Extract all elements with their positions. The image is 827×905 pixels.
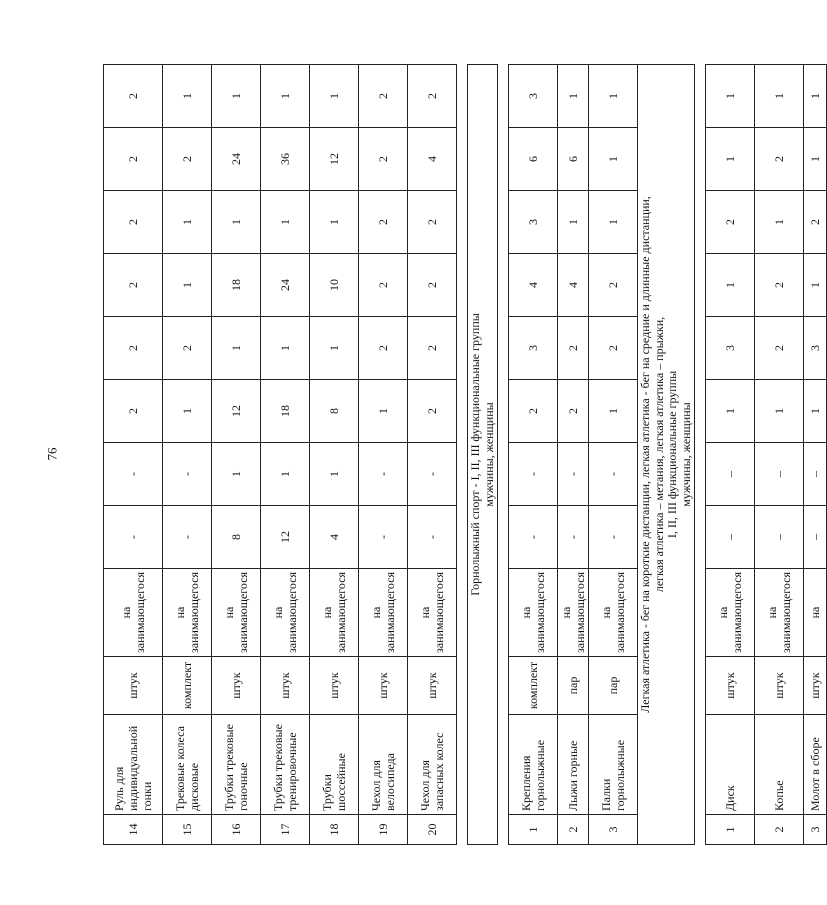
- quantity-cell: 2: [359, 190, 408, 253]
- equipment-table: [103, 64, 827, 845]
- quantity-cell: 1: [212, 316, 261, 379]
- unit-cell: штук: [706, 657, 755, 715]
- quantity-cell: 2: [359, 316, 408, 379]
- item-name-cell: Трубки шоссейные: [310, 715, 359, 815]
- quantity-cell: 1: [755, 190, 804, 253]
- quantity-cell: 12: [212, 379, 261, 442]
- per-whom-cell: на занимающегося: [558, 568, 589, 656]
- unit-cell: штук: [212, 657, 261, 715]
- quantity-cell: 2: [408, 253, 457, 316]
- quantity-cell: 1: [163, 64, 212, 127]
- quantity-cell: 24: [212, 127, 261, 190]
- quantity-cell: 1: [589, 190, 638, 253]
- row-number-cell: 3: [804, 815, 827, 845]
- table-row: [804, 64, 827, 844]
- quantity-cell: 6: [509, 127, 558, 190]
- unit-cell: штук: [104, 657, 163, 715]
- quantity-cell: 8: [212, 505, 261, 568]
- quantity-cell: 2: [104, 127, 163, 190]
- item-name-cell: Копье: [755, 715, 804, 815]
- quantity-cell: -: [509, 442, 558, 505]
- quantity-cell: 1: [310, 190, 359, 253]
- quantity-cell: 1: [558, 190, 589, 253]
- quantity-cell: -: [589, 505, 638, 568]
- quantity-cell: 1: [706, 379, 755, 442]
- quantity-cell: 1: [589, 127, 638, 190]
- quantity-cell: 1: [163, 253, 212, 316]
- section-header-skiing: [457, 64, 509, 844]
- row-number-cell: 15: [163, 815, 212, 845]
- quantity-cell: 3: [509, 190, 558, 253]
- item-name-cell: Палки горнолыжные: [589, 715, 638, 815]
- table-row: [755, 64, 804, 844]
- page-number: 76: [44, 447, 60, 461]
- unit-cell: комплект: [163, 657, 212, 715]
- per-whom-cell: на занимающегося: [212, 568, 261, 656]
- rotated-table-container: [103, 55, 822, 845]
- per-whom-cell: на занимающегося: [104, 568, 163, 656]
- quantity-cell: -: [408, 442, 457, 505]
- quantity-cell: 1: [804, 127, 827, 190]
- quantity-cell: -: [408, 505, 457, 568]
- table-row: [212, 64, 261, 844]
- quantity-cell: 2: [589, 316, 638, 379]
- unit-cell: комплект: [509, 657, 558, 715]
- row-number-cell: 16: [212, 815, 261, 845]
- quantity-cell: 6: [558, 127, 589, 190]
- quantity-cell: –: [706, 442, 755, 505]
- unit-cell: пар: [589, 657, 638, 715]
- row-number-cell: 2: [755, 815, 804, 845]
- quantity-cell: 1: [163, 190, 212, 253]
- quantity-cell: –: [755, 442, 804, 505]
- per-whom-cell: на занимающегося: [589, 568, 638, 656]
- separator: [498, 64, 509, 844]
- quantity-cell: -: [163, 505, 212, 568]
- quantity-cell: 2: [104, 190, 163, 253]
- quantity-cell: -: [558, 442, 589, 505]
- quantity-cell: 2: [558, 379, 589, 442]
- quantity-cell: -: [104, 442, 163, 505]
- per-whom-cell: на занимающегося: [359, 568, 408, 656]
- table-row: [359, 64, 408, 844]
- quantity-cell: 1: [261, 190, 310, 253]
- section-header-athletics: [638, 64, 706, 844]
- quantity-cell: 1: [212, 190, 261, 253]
- unit-cell: штук: [261, 657, 310, 715]
- quantity-cell: 4: [558, 253, 589, 316]
- quantity-cell: 1: [706, 253, 755, 316]
- quantity-cell: 2: [589, 253, 638, 316]
- quantity-cell: 1: [755, 379, 804, 442]
- quantity-cell: 4: [509, 253, 558, 316]
- quantity-cell: -: [104, 505, 163, 568]
- table-row: [104, 64, 163, 844]
- item-name-cell: Крепления горнолыжные: [509, 715, 558, 815]
- quantity-cell: 4: [310, 505, 359, 568]
- per-whom-cell: на занимающегося: [163, 568, 212, 656]
- quantity-cell: 24: [261, 253, 310, 316]
- table-body-cycling: [104, 64, 457, 844]
- quantity-cell: 2: [359, 64, 408, 127]
- row-number-cell: 1: [706, 815, 755, 845]
- quantity-cell: 2: [706, 190, 755, 253]
- quantity-cell: -: [163, 442, 212, 505]
- table-row: [706, 64, 755, 844]
- table-row: [310, 64, 359, 844]
- quantity-cell: 1: [212, 64, 261, 127]
- row-number-cell: 14: [104, 815, 163, 845]
- unit-cell: штук: [755, 657, 804, 715]
- quantity-cell: 1: [804, 253, 827, 316]
- item-name-cell: Чехол для запасных колес: [408, 715, 457, 815]
- quantity-cell: 1: [558, 64, 589, 127]
- quantity-cell: –: [755, 505, 804, 568]
- quantity-cell: 2: [558, 316, 589, 379]
- quantity-cell: 36: [261, 127, 310, 190]
- item-name-cell: Руль для индивидуальной гонки: [104, 715, 163, 815]
- quantity-cell: 2: [755, 316, 804, 379]
- quantity-cell: 2: [104, 253, 163, 316]
- unit-cell: пар: [558, 657, 589, 715]
- quantity-cell: 1: [706, 127, 755, 190]
- table-body-athletics: [706, 64, 827, 844]
- row-number-cell: 1: [509, 815, 558, 845]
- item-name-cell: Трубки трековые тренировочные: [261, 715, 310, 815]
- row-number-cell: 19: [359, 815, 408, 845]
- item-name-cell: Трековые колеса дисковые: [163, 715, 212, 815]
- row-number-cell: 17: [261, 815, 310, 845]
- quantity-cell: 1: [212, 442, 261, 505]
- table-row: [589, 64, 638, 844]
- table-row: [408, 64, 457, 844]
- row-number-cell: 20: [408, 815, 457, 845]
- quantity-cell: 2: [408, 64, 457, 127]
- quantity-cell: 2: [408, 190, 457, 253]
- per-whom-cell: на занимающегося: [509, 568, 558, 656]
- quantity-cell: 18: [212, 253, 261, 316]
- section-title: Горнолыжный спорт - I, II, III функциональные группы мужчины, женщины: [468, 64, 498, 844]
- quantity-cell: -: [359, 505, 408, 568]
- quantity-cell: -: [589, 442, 638, 505]
- quantity-cell: 1: [755, 64, 804, 127]
- quantity-cell: 2: [163, 316, 212, 379]
- quantity-cell: -: [509, 505, 558, 568]
- quantity-cell: 2: [359, 127, 408, 190]
- quantity-cell: 3: [509, 316, 558, 379]
- quantity-cell: 1: [310, 316, 359, 379]
- unit-cell: штук: [804, 657, 827, 715]
- quantity-cell: 1: [163, 379, 212, 442]
- quantity-cell: 2: [104, 64, 163, 127]
- table-row: [558, 64, 589, 844]
- quantity-cell: 2: [359, 253, 408, 316]
- quantity-cell: 1: [804, 64, 827, 127]
- separator: [457, 64, 468, 844]
- item-name-cell: Чехол для велосипеда: [359, 715, 408, 815]
- row-number-cell: 3: [589, 815, 638, 845]
- table-row: [163, 64, 212, 844]
- per-whom-cell: на: [804, 568, 827, 656]
- unit-cell: штук: [408, 657, 457, 715]
- quantity-cell: 1: [359, 379, 408, 442]
- quantity-cell: 1: [706, 64, 755, 127]
- unit-cell: штук: [359, 657, 408, 715]
- row-number-cell: 18: [310, 815, 359, 845]
- quantity-cell: 4: [408, 127, 457, 190]
- quantity-cell: 2: [408, 316, 457, 379]
- per-whom-cell: на занимающегося: [261, 568, 310, 656]
- quantity-cell: 8: [310, 379, 359, 442]
- table-row: [261, 64, 310, 844]
- quantity-cell: 1: [310, 442, 359, 505]
- quantity-cell: 2: [755, 127, 804, 190]
- quantity-cell: 2: [408, 379, 457, 442]
- item-name-cell: Молот в сборе: [804, 715, 827, 815]
- quantity-cell: 1: [589, 64, 638, 127]
- quantity-cell: -: [359, 442, 408, 505]
- table-row: [509, 64, 558, 844]
- item-name-cell: Лыжи горные: [558, 715, 589, 815]
- quantity-cell: –: [706, 505, 755, 568]
- unit-cell: штук: [310, 657, 359, 715]
- quantity-cell: 1: [310, 64, 359, 127]
- quantity-cell: 12: [310, 127, 359, 190]
- quantity-cell: 2: [163, 127, 212, 190]
- quantity-cell: –: [804, 505, 827, 568]
- quantity-cell: 1: [261, 64, 310, 127]
- quantity-cell: 2: [104, 379, 163, 442]
- per-whom-cell: на занимающегося: [755, 568, 804, 656]
- quantity-cell: 2: [104, 316, 163, 379]
- quantity-cell: 1: [804, 379, 827, 442]
- item-name-cell: Диск: [706, 715, 755, 815]
- quantity-cell: 12: [261, 505, 310, 568]
- per-whom-cell: на занимающегося: [706, 568, 755, 656]
- table-body-skiing: [509, 64, 638, 844]
- quantity-cell: 1: [261, 316, 310, 379]
- per-whom-cell: на занимающегося: [408, 568, 457, 656]
- quantity-cell: 3: [509, 64, 558, 127]
- quantity-cell: –: [804, 442, 827, 505]
- quantity-cell: 18: [261, 379, 310, 442]
- quantity-cell: 2: [755, 253, 804, 316]
- quantity-cell: 3: [706, 316, 755, 379]
- quantity-cell: 3: [804, 316, 827, 379]
- quantity-cell: 2: [804, 190, 827, 253]
- row-number-cell: 2: [558, 815, 589, 845]
- item-name-cell: Трубки трековые гоночные: [212, 715, 261, 815]
- quantity-cell: 10: [310, 253, 359, 316]
- per-whom-cell: на занимающегося: [310, 568, 359, 656]
- section-title: Легкая атлетика - бег на короткие дистанции, легкая атлетика - бег на средние и длинные дистанции, легкая атлетика – метания, легкая атлетика – прыжки, I, II, III функциональные группы мужчины, женщины: [638, 64, 695, 844]
- quantity-cell: -: [558, 505, 589, 568]
- quantity-cell: 2: [509, 379, 558, 442]
- quantity-cell: 1: [589, 379, 638, 442]
- separator: [695, 64, 706, 844]
- quantity-cell: 1: [261, 442, 310, 505]
